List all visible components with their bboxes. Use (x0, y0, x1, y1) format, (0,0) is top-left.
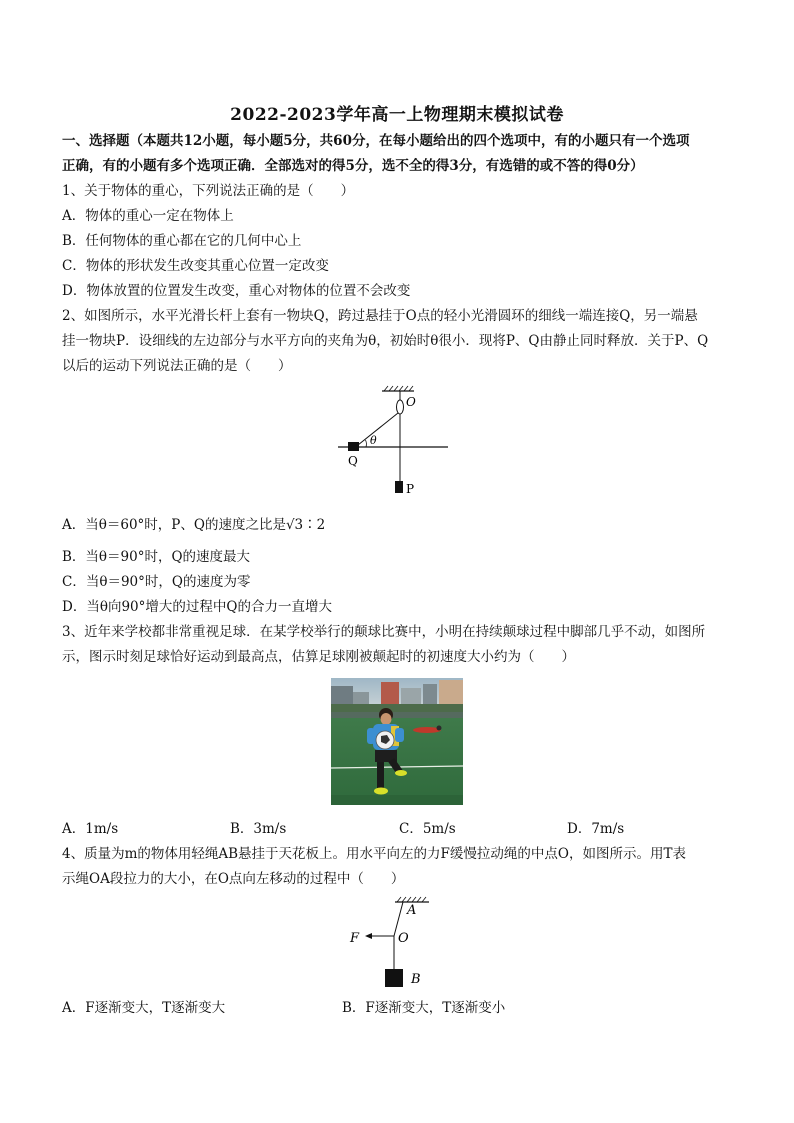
section-instructions-line2: 正确，有的小题有多个选项正确．全部选对的得5分，选不全的得3分，有选错的或不答的得0分） (62, 158, 644, 174)
label-a: A (407, 903, 417, 918)
label-theta: θ (370, 434, 377, 447)
q2-stem-line3: 以后的运动下列说法正确的是（ ） (62, 358, 292, 374)
label-o: O (406, 395, 416, 409)
q4-stem-line1: 4、质量为m的物体用轻绳AB悬挂于天花板上。用水平向左的力F缓慢拉动绳的中点O，如图所示。用T表 (62, 846, 686, 862)
label-o: O (398, 931, 409, 946)
left-string (358, 413, 398, 445)
q3-stem-line2: 示，图示时刻足球恰好运动到最高点，估算足球刚被颠起时的初速度大小约为（ ） (62, 649, 575, 665)
q3-stem-line1: 3、近年来学校都非常重视足球．在某学校举行的颠球比赛中，小明在持续颠球过程中脚部几乎不动，如图所 (62, 624, 706, 640)
q1-option-b: B．任何物体的重心都在它的几何中心上 (62, 233, 302, 249)
label-p: P (406, 482, 415, 496)
q3-option-d: D．7m/s (567, 821, 625, 837)
q1-option-c: C．物体的形状发生改变其重心位置一定改变 (62, 258, 329, 274)
q2-stem-line1: 2、如图所示，水平光滑长杆上套有一物块Q，跨过悬挂于O点的轻小光滑圆环的细线一端连接Q，另一端悬 (62, 308, 698, 324)
page-title: 2022-2023学年高一上物理期末模拟试卷 (230, 105, 564, 125)
ring-icon (397, 400, 404, 414)
q2-option-c: C．当θ＝90°时，Q的速度为零 (62, 574, 251, 590)
q1-option-a: A．物体的重心一定在物体上 (62, 208, 234, 224)
q3-option-b: B．3m/s (230, 821, 287, 837)
q2-option-d: D．当θ向90°增大的过程中Q的合力一直增大 (62, 599, 332, 615)
q1-stem: 1、关于物体的重心，下列说法正确的是（ ） (62, 183, 355, 199)
block-p-icon (395, 481, 403, 493)
q2-figure (330, 383, 460, 498)
label-f: F (350, 931, 360, 946)
football-photo-image (331, 678, 463, 805)
q2-option-b: B．当θ＝90°时，Q的速度最大 (62, 549, 251, 565)
q1-option-d: D．物体放置的位置发生改变，重心对物体的位置不会改变 (62, 283, 411, 299)
angle-arc (366, 440, 367, 447)
q4-figure (345, 896, 435, 996)
q3-option-a: A．1m/s (62, 821, 119, 837)
label-q: Q (348, 454, 358, 468)
q4-stem-line2: 示绳OA段拉力的大小，在O点向左移动的过程中（ ） (62, 871, 405, 887)
block-q-icon (348, 442, 359, 451)
ceiling-hatch (384, 386, 413, 391)
arrow-left-icon (365, 933, 372, 939)
q3-option-c: C．5m/s (399, 821, 456, 837)
q3-photo (331, 678, 463, 805)
section-instructions-line1: 一、选择题（本题共12小题，每小题5分，共60分，在每小题给出的四个选项中，有的小题只有一个选项 (62, 133, 690, 149)
block-b-icon (385, 969, 403, 987)
q4-option-a: A．F逐渐变大，T逐渐变大 (62, 1000, 226, 1016)
q4-option-b: B．F逐渐变大，T逐渐变小 (342, 1000, 506, 1016)
q2-stem-line2: 挂一物块P．设细线的左边部分与水平方向的夹角为θ，初始时θ很小．现将P、Q由静止同时释放．关于P、Q (62, 333, 709, 349)
label-b: B (411, 972, 421, 987)
ceiling-hatch (397, 897, 426, 902)
q2-option-a: A．当θ＝60°时，P、Q的速度之比是√3∶2 (62, 517, 326, 533)
